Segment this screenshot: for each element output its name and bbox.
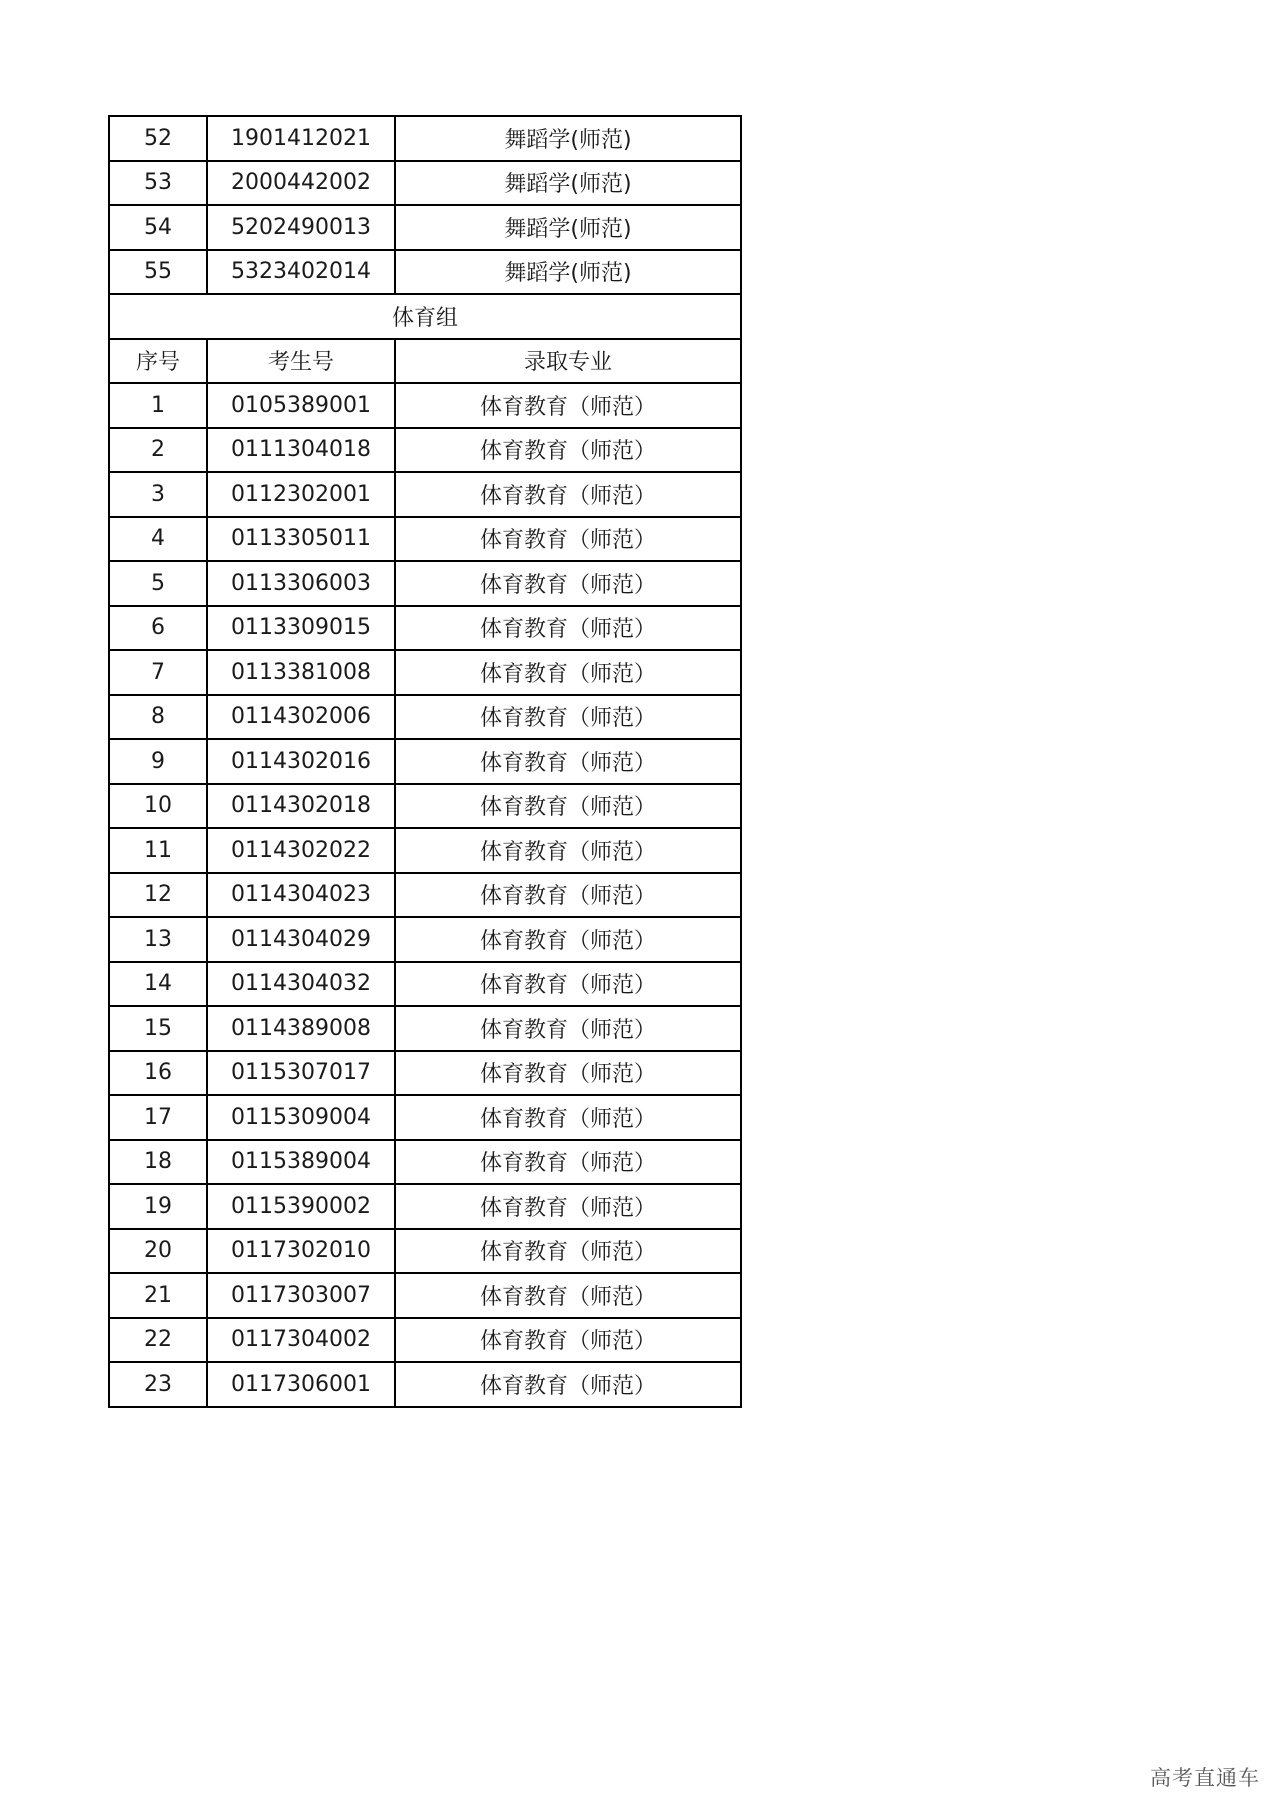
seq-cell: 5 bbox=[109, 561, 207, 606]
major-cell: 体育教育（师范） bbox=[395, 1362, 741, 1407]
candidate-id-cell: 0113305011 bbox=[207, 517, 395, 562]
seq-cell: 2 bbox=[109, 428, 207, 473]
candidate-id-cell: 0114302018 bbox=[207, 784, 395, 829]
seq-cell: 54 bbox=[109, 205, 207, 250]
seq-cell: 4 bbox=[109, 517, 207, 562]
seq-cell: 17 bbox=[109, 1095, 207, 1140]
seq-cell: 55 bbox=[109, 250, 207, 295]
seq-cell: 12 bbox=[109, 873, 207, 918]
candidate-id-cell: 0111304018 bbox=[207, 428, 395, 473]
table-row bbox=[109, 784, 741, 829]
candidate-id-cell: 0115307017 bbox=[207, 1051, 395, 1096]
seq-cell: 8 bbox=[109, 695, 207, 740]
seq-cell: 22 bbox=[109, 1318, 207, 1363]
candidate-id-cell: 0117306001 bbox=[207, 1362, 395, 1407]
table-row bbox=[109, 873, 741, 918]
candidate-id-cell: 0115309004 bbox=[207, 1095, 395, 1140]
table-row bbox=[109, 250, 741, 295]
table-row bbox=[109, 116, 741, 161]
candidate-id-cell: 0105389001 bbox=[207, 383, 395, 428]
candidate-id-cell: 0114304023 bbox=[207, 873, 395, 918]
table-row bbox=[109, 1184, 741, 1229]
table-row bbox=[109, 917, 741, 962]
seq-cell: 11 bbox=[109, 828, 207, 873]
seq-cell: 53 bbox=[109, 161, 207, 206]
table-row bbox=[109, 1318, 741, 1363]
candidate-id-cell: 0115389004 bbox=[207, 1140, 395, 1185]
candidate-id-cell: 0117302010 bbox=[207, 1229, 395, 1274]
candidate-id-cell: 0114302022 bbox=[207, 828, 395, 873]
seq-cell: 18 bbox=[109, 1140, 207, 1185]
major-cell: 体育教育（师范） bbox=[395, 784, 741, 829]
seq-cell: 19 bbox=[109, 1184, 207, 1229]
table-row bbox=[109, 383, 741, 428]
major-cell: 体育教育（师范） bbox=[395, 472, 741, 517]
candidate-id-cell: 1901412021 bbox=[207, 116, 395, 161]
header-major: 录取专业 bbox=[395, 339, 741, 384]
major-cell: 体育教育（师范） bbox=[395, 606, 741, 651]
table-row bbox=[109, 695, 741, 740]
table-row bbox=[109, 561, 741, 606]
candidate-id-cell: 0117304002 bbox=[207, 1318, 395, 1363]
seq-cell: 1 bbox=[109, 383, 207, 428]
major-cell: 体育教育（师范） bbox=[395, 828, 741, 873]
major-cell: 体育教育（师范） bbox=[395, 383, 741, 428]
candidate-id-cell: 5202490013 bbox=[207, 205, 395, 250]
table-row bbox=[109, 205, 741, 250]
seq-cell: 13 bbox=[109, 917, 207, 962]
major-cell: 体育教育（师范） bbox=[395, 1229, 741, 1274]
seq-cell: 21 bbox=[109, 1273, 207, 1318]
table-row bbox=[109, 739, 741, 784]
major-cell: 体育教育（师范） bbox=[395, 1273, 741, 1318]
major-cell: 舞蹈学(师范) bbox=[395, 250, 741, 295]
major-cell: 舞蹈学(师范) bbox=[395, 205, 741, 250]
candidate-id-cell: 0114302016 bbox=[207, 739, 395, 784]
candidate-id-cell: 0113309015 bbox=[207, 606, 395, 651]
table-row bbox=[109, 1229, 741, 1274]
seq-cell: 10 bbox=[109, 784, 207, 829]
seq-cell: 7 bbox=[109, 650, 207, 695]
seq-cell: 3 bbox=[109, 472, 207, 517]
major-cell: 体育教育（师范） bbox=[395, 962, 741, 1007]
table-row bbox=[109, 1006, 741, 1051]
major-cell: 舞蹈学(师范) bbox=[395, 161, 741, 206]
candidate-id-cell: 0115390002 bbox=[207, 1184, 395, 1229]
major-cell: 体育教育（师范） bbox=[395, 650, 741, 695]
admission-table-sheet bbox=[108, 115, 740, 1408]
table-row bbox=[109, 1095, 741, 1140]
major-cell: 体育教育（师范） bbox=[395, 428, 741, 473]
table-row bbox=[109, 650, 741, 695]
candidate-id-cell: 0113381008 bbox=[207, 650, 395, 695]
group-title: 体育组 bbox=[109, 294, 741, 339]
table-row bbox=[109, 428, 741, 473]
major-cell: 体育教育（师范） bbox=[395, 1140, 741, 1185]
seq-cell: 16 bbox=[109, 1051, 207, 1096]
seq-cell: 14 bbox=[109, 962, 207, 1007]
watermark-text: 高考直通车 bbox=[1150, 1766, 1260, 1790]
major-cell: 体育教育（师范） bbox=[395, 917, 741, 962]
table-row bbox=[109, 606, 741, 651]
major-cell: 体育教育（师范） bbox=[395, 1095, 741, 1140]
table-row bbox=[109, 1362, 741, 1407]
major-cell: 体育教育（师范） bbox=[395, 517, 741, 562]
candidate-id-cell: 0113306003 bbox=[207, 561, 395, 606]
header-candidate-id: 考生号 bbox=[207, 339, 395, 384]
seq-cell: 15 bbox=[109, 1006, 207, 1051]
table-row bbox=[109, 1140, 741, 1185]
seq-cell: 23 bbox=[109, 1362, 207, 1407]
table-row bbox=[109, 1051, 741, 1096]
candidate-id-cell: 0117303007 bbox=[207, 1273, 395, 1318]
candidate-id-cell: 0112302001 bbox=[207, 472, 395, 517]
table-row bbox=[109, 1273, 741, 1318]
candidate-id-cell: 5323402014 bbox=[207, 250, 395, 295]
table-row bbox=[109, 962, 741, 1007]
seq-cell: 6 bbox=[109, 606, 207, 651]
candidate-id-cell: 0114302006 bbox=[207, 695, 395, 740]
group-title-row bbox=[109, 294, 741, 339]
major-cell: 体育教育（师范） bbox=[395, 739, 741, 784]
admission-table-body bbox=[109, 116, 741, 1407]
seq-cell: 52 bbox=[109, 116, 207, 161]
major-cell: 体育教育（师范） bbox=[395, 1184, 741, 1229]
major-cell: 体育教育（师范） bbox=[395, 1006, 741, 1051]
seq-cell: 20 bbox=[109, 1229, 207, 1274]
candidate-id-cell: 0114304029 bbox=[207, 917, 395, 962]
major-cell: 舞蹈学(师范) bbox=[395, 116, 741, 161]
major-cell: 体育教育（师范） bbox=[395, 695, 741, 740]
admission-table bbox=[108, 115, 742, 1408]
major-cell: 体育教育（师范） bbox=[395, 1318, 741, 1363]
major-cell: 体育教育（师范） bbox=[395, 873, 741, 918]
major-cell: 体育教育（师范） bbox=[395, 1051, 741, 1096]
major-cell: 体育教育（师范） bbox=[395, 561, 741, 606]
seq-cell: 9 bbox=[109, 739, 207, 784]
table-row bbox=[109, 161, 741, 206]
table-header-row bbox=[109, 339, 741, 384]
table-row bbox=[109, 828, 741, 873]
table-row bbox=[109, 472, 741, 517]
candidate-id-cell: 0114304032 bbox=[207, 962, 395, 1007]
candidate-id-cell: 2000442002 bbox=[207, 161, 395, 206]
header-seq: 序号 bbox=[109, 339, 207, 384]
table-row bbox=[109, 517, 741, 562]
candidate-id-cell: 0114389008 bbox=[207, 1006, 395, 1051]
